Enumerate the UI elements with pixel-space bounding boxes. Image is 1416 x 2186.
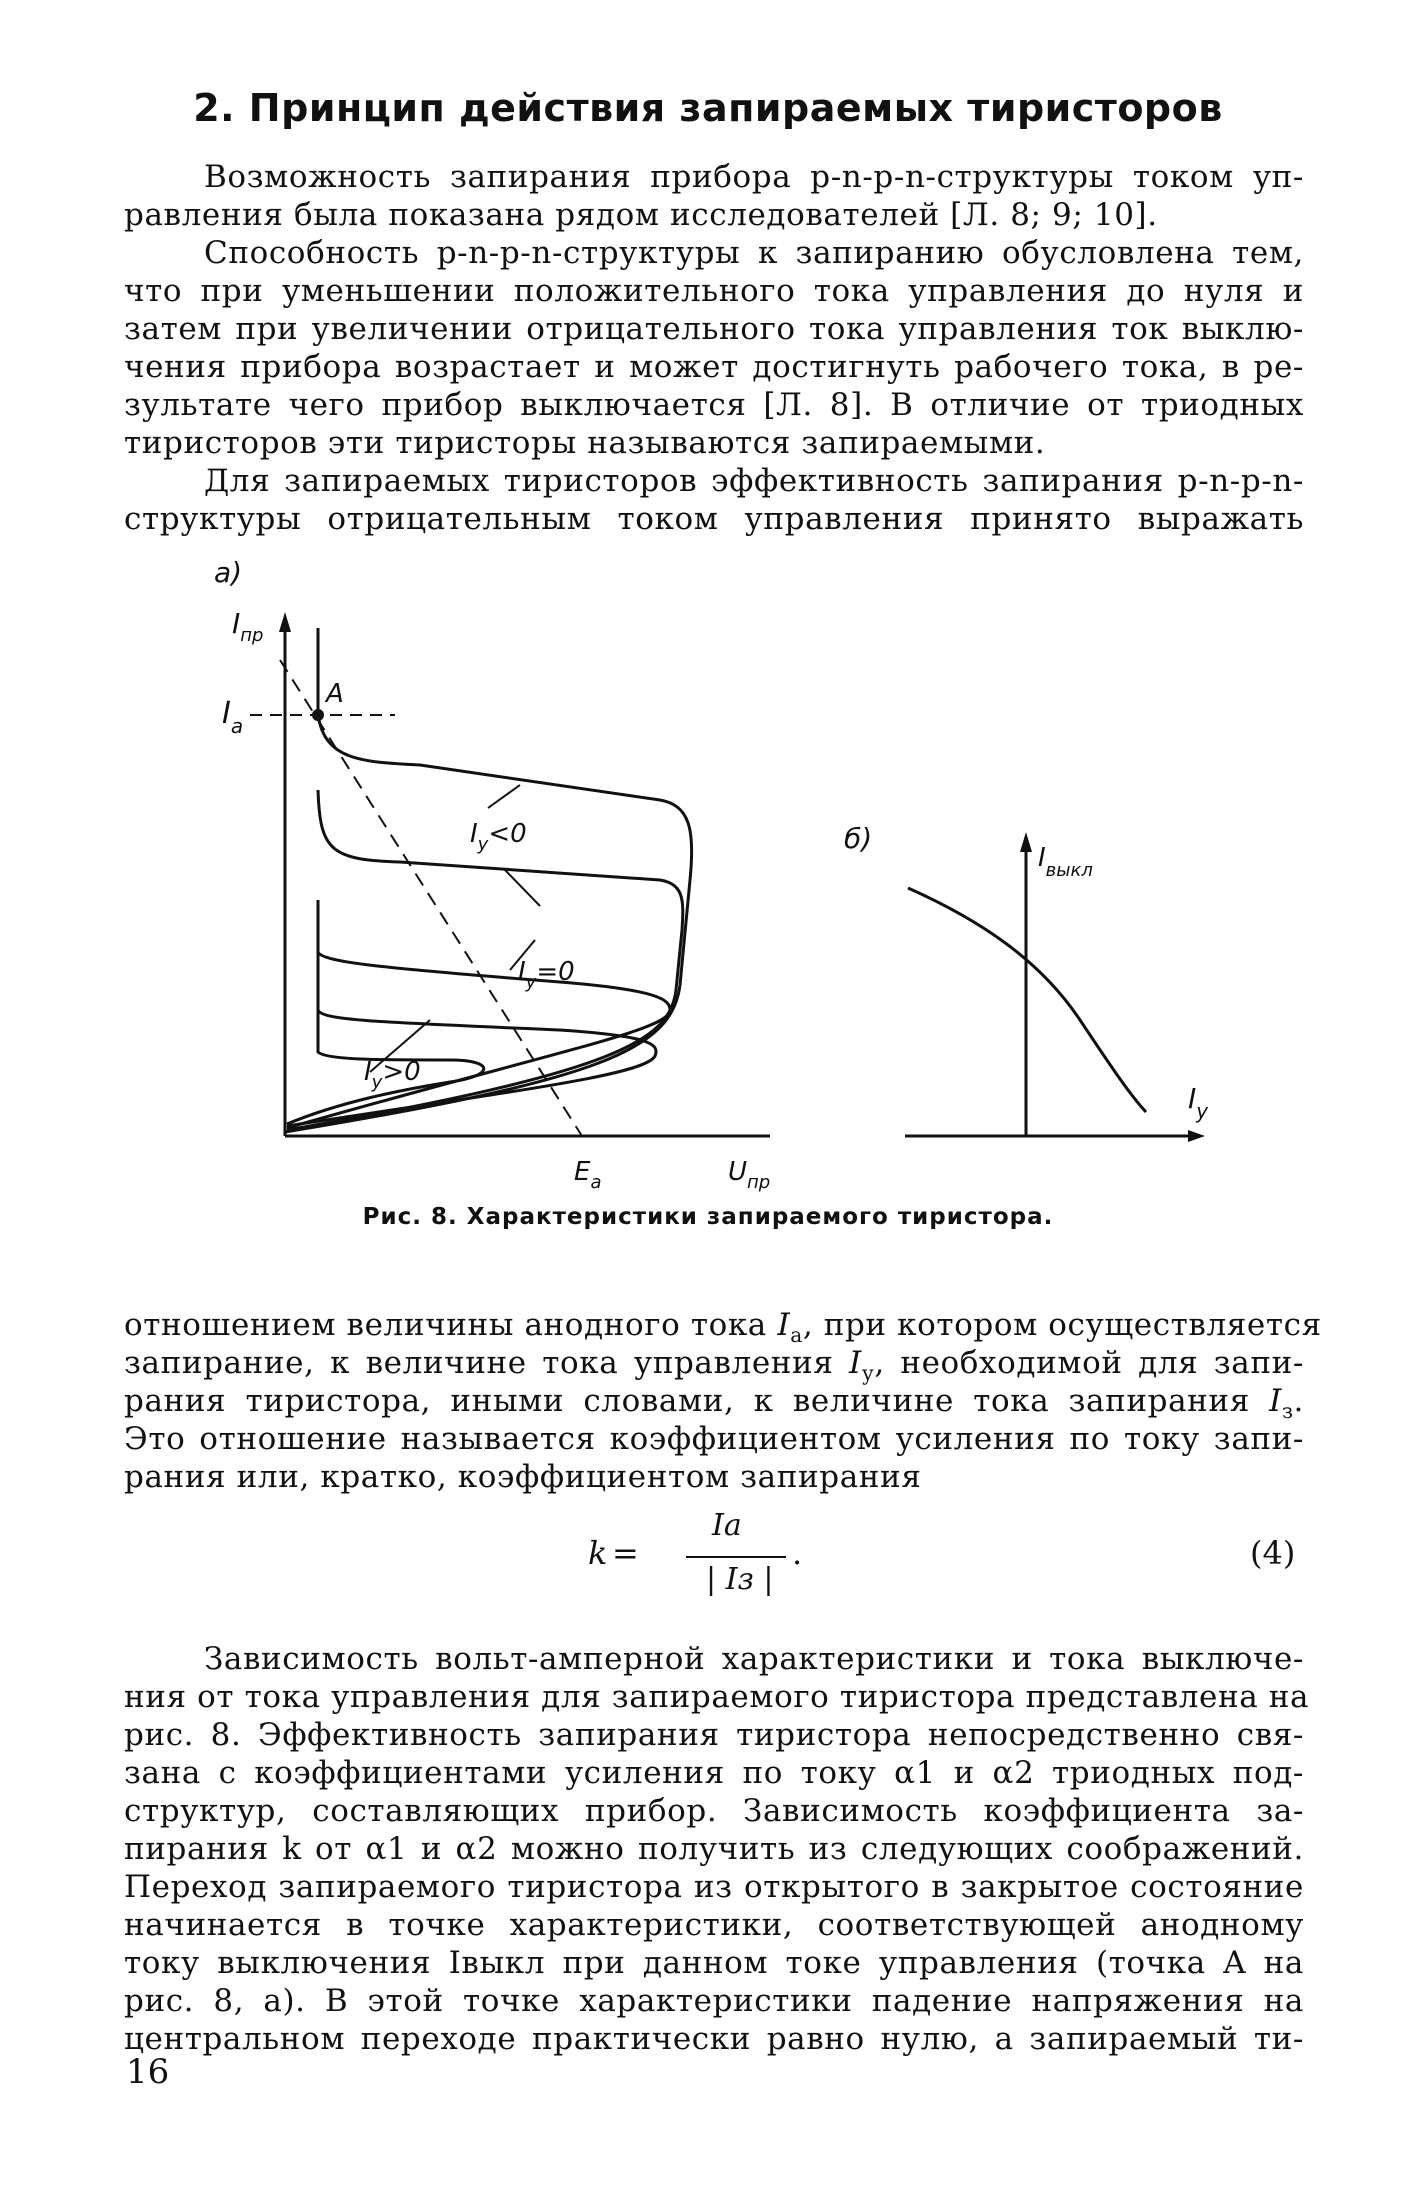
text-line: структуры отрицательным током управления принято выражать xyxy=(124,501,1304,537)
page-number: 16 xyxy=(126,2052,170,2092)
label-e-a: $E_a$ xyxy=(574,1157,602,1193)
formula-number: (4) xyxy=(1250,1534,1296,1572)
point-a-marker xyxy=(312,709,324,721)
label-iy-neg: $I_у<0$ xyxy=(470,819,527,855)
text-block-mid xyxy=(124,1306,1322,1496)
text-line: чения прибора возрастает и может достигнуть рабочего тока, в ре- xyxy=(124,349,1304,385)
label-u-pr: $U_{пр}$ xyxy=(728,1157,771,1193)
text-line: Переход запираемого тиристора из открытого в закрытое состояние xyxy=(124,1869,1304,1905)
formula-denominator: | Iз | xyxy=(706,1562,774,1597)
text-line: центральном переходе практически равно нулю, а запираемый ти- xyxy=(124,2021,1304,2057)
label-i-y: $I_у$ xyxy=(1188,1082,1209,1123)
formula-numerator: Iа xyxy=(712,1508,742,1543)
text-line: Это отношение называется коэффициентом усиления по току запи- xyxy=(124,1421,1304,1457)
text-line: Способность p-n-p-n-структуры к запиранию обусловлена тем, xyxy=(204,235,1304,271)
section-heading: 2. Принцип действия запираемых тиристоров xyxy=(193,86,1223,130)
fraction-bar xyxy=(686,1556,786,1558)
y-axis-b-arrow xyxy=(1020,832,1032,852)
text-line: затем при увеличении отрицательного тока управления ток выклю- xyxy=(124,311,1304,347)
text-line: Зависимость вольт-амперной характеристики и тока выключе- xyxy=(204,1641,1304,1677)
text-line: начинается в точке характеристики, соответствующей анодному xyxy=(124,1907,1304,1943)
text-line: рания или, кратко, коэффициентом запирания xyxy=(124,1459,922,1495)
text-line: тиристоров эти тиристоры называются запираемыми. xyxy=(124,425,1046,461)
label-iy-zero: $I_у=0$ xyxy=(518,957,575,993)
x-axis-b-arrow xyxy=(1188,1130,1205,1142)
text-line: зультате чего прибор выключается [Л. 8]. В отличие от триодных xyxy=(124,387,1304,423)
text-line: отношением величины анодного тока $I_а$, при котором осуществляется xyxy=(124,1307,1322,1348)
formula-eq: = xyxy=(612,1534,639,1572)
text-line: запирание, к величине тока управления $I_у$, необходимой для запи- xyxy=(124,1345,1304,1386)
text-line: структур, составляющих прибор. Зависимость коэффициента за- xyxy=(124,1793,1304,1829)
label-i-vykl: $I_{выкл}$ xyxy=(1038,843,1093,881)
label-iy-pos: $I_у>0$ xyxy=(364,1057,421,1093)
load-line xyxy=(280,660,582,1136)
figure-caption: Рис. 8. Характеристики запираемого тиристора. xyxy=(362,1204,1054,1230)
text-line: Для запираемых тиристоров эффективность запирания p-n-p-n- xyxy=(204,463,1304,499)
leader-iy-neg xyxy=(488,785,520,808)
panel-b-label: б) xyxy=(844,822,873,855)
label-point-a: A xyxy=(326,679,344,709)
text-line: зана с коэффициентами усиления по току α1 и α2 триодных под- xyxy=(124,1755,1304,1791)
text-line: равления была показана рядом исследователей [Л. 8; 9; 10]. xyxy=(124,197,1158,233)
text-line: рания тиристора, иными словами, к величине тока запирания $I_з$. xyxy=(124,1383,1304,1424)
text-block-bottom xyxy=(124,1640,1310,2058)
leader-iy-neg-2 xyxy=(505,870,540,906)
curve-iy-zero-2 xyxy=(287,952,656,1126)
text-line: рис. 8, a). В этой точке характеристики падение напряжения на xyxy=(124,1983,1304,2019)
text-line: пирания k от α1 и α2 можно получить из следующих соображений. xyxy=(124,1831,1304,1867)
text-line: что при уменьшении положительного тока управления до нуля и xyxy=(124,273,1304,309)
text-line: Возможность запирания прибора p-n-p-n-структуры током уп- xyxy=(204,159,1304,195)
formula-lhs: k xyxy=(588,1534,608,1572)
text-line: рис. 8. Эффективность запирания тиристора непосредственно свя- xyxy=(124,1717,1304,1753)
label-i-a: $I_a$ xyxy=(222,696,244,738)
text-line: току выключения Iвыкл при данном токе управления (точка A на xyxy=(124,1945,1304,1981)
formula-4 xyxy=(0,1502,1416,1612)
formula-dot: . xyxy=(792,1534,803,1572)
panel-a-label: a) xyxy=(214,556,243,589)
y-axis-arrow xyxy=(279,612,291,632)
label-i-pr: $I_{пр}$ xyxy=(232,607,264,646)
text-line: ния от тока управления для запираемого тиристора представлена на xyxy=(124,1679,1310,1715)
